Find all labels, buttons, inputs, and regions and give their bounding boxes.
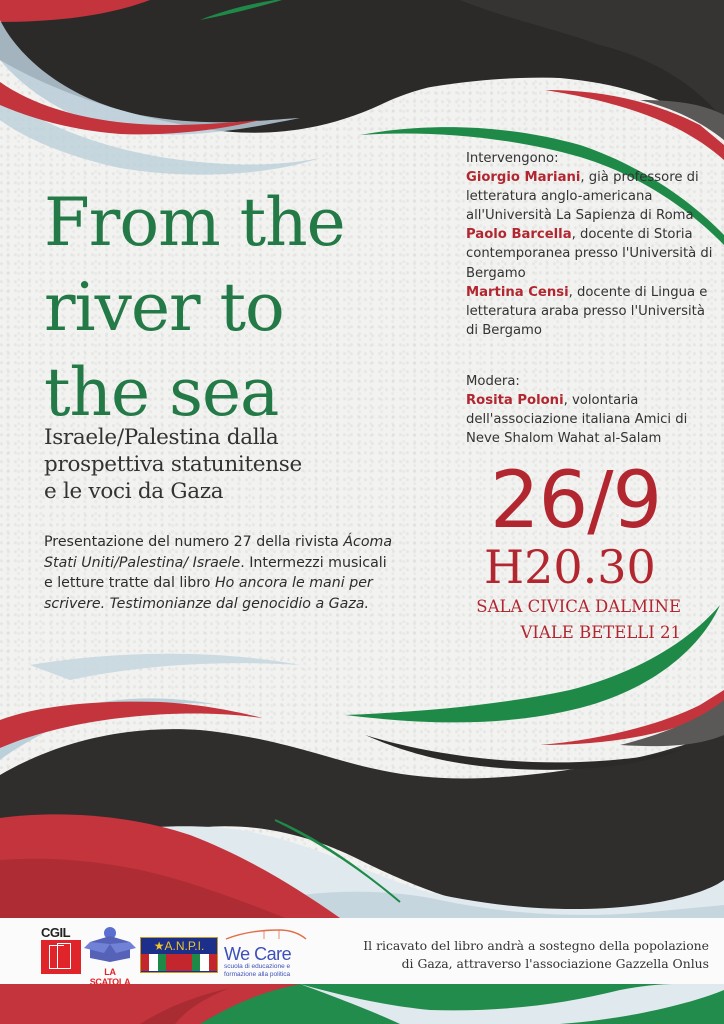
anpi-flag-stripes (141, 954, 217, 971)
poster-subtitle (44, 424, 302, 505)
we-care-logo (224, 927, 308, 978)
la-scatola-logo (84, 926, 136, 987)
event-description (44, 532, 394, 614)
moderator-section (466, 372, 716, 448)
speaker-item (466, 225, 716, 282)
description-text: . Intermezzi musicali e letture tratte dal libro (44, 554, 387, 592)
subtitle-line: prospettiva statunitense (44, 452, 302, 477)
anpi-text: A.N.P.I. (164, 939, 205, 953)
venue-name: SALA CIVICA DALMINE (476, 597, 681, 616)
box-icon (84, 926, 136, 962)
note-line: Il ricavato del libro andrà a sostegno della popolazione (363, 938, 709, 953)
note-line: di Gaza, attraverso l'associazione Gazzella Onlus (401, 956, 709, 971)
star-icon: ★ (153, 939, 165, 953)
description-text: Presentazione del numero 27 della rivista (44, 534, 344, 550)
moderator-name: Rosita Poloni (466, 393, 564, 409)
moderator-role: , volontaria dell'associazione italiana Amici di Neve Shalom Wahat al-Salam (466, 393, 688, 447)
journal-title: Ácoma Stati Uniti/Palestina/ Israele (44, 534, 393, 571)
venue-address: VIALE BETELLI 21 (520, 623, 681, 642)
event-date: 26/9 (490, 456, 662, 546)
speaker-name: Paolo Barcella (466, 227, 572, 243)
bridge-icon (224, 928, 308, 940)
cgil-logo-text: CGIL (41, 925, 71, 940)
event-time: H20.30 (484, 540, 656, 594)
we-care-subtitle: formazione alla politica (224, 971, 291, 978)
anpi-logo-text (141, 938, 217, 954)
anpi-logo (140, 937, 218, 973)
speaker-role: , già professore di letteratura anglo-americana all'Università La Sapienza di Roma (466, 170, 699, 224)
we-care-title: We Care (224, 944, 292, 964)
speaker-name: Martina Censi (466, 284, 569, 300)
subtitle-line: Israele/Palestina dalla (44, 425, 279, 450)
speaker-item (466, 283, 716, 340)
speakers-section (466, 149, 716, 340)
speakers-heading: Intervengono: (466, 151, 559, 166)
book-title: Ho ancora le mani per scrivere. Testimonianze dal genocidio a Gaza. (44, 575, 373, 612)
cgil-book-icon (41, 940, 81, 974)
speaker-role: , docente di Lingua e letteratura araba presso l'Università di Bergamo (466, 284, 708, 338)
cgil-logo (41, 926, 81, 974)
title-line: the sea (44, 354, 279, 431)
speaker-role: , docente di Storia contemporanea presso l'Università di Bergamo (466, 227, 713, 281)
we-care-subtitle: scuola di educazione e (224, 963, 291, 970)
proceeds-note (363, 937, 709, 973)
la-scatola-text: LA SCATOLA (89, 967, 131, 987)
poster-title (44, 180, 345, 435)
event-venue (476, 594, 681, 646)
title-line: river to (44, 269, 284, 346)
speaker-name: Giorgio Mariani (466, 170, 581, 186)
moderator-heading: Modera: (466, 374, 520, 389)
title-line: From the (44, 184, 345, 261)
subtitle-line: e le voci da Gaza (44, 479, 224, 504)
speaker-item (466, 168, 716, 225)
